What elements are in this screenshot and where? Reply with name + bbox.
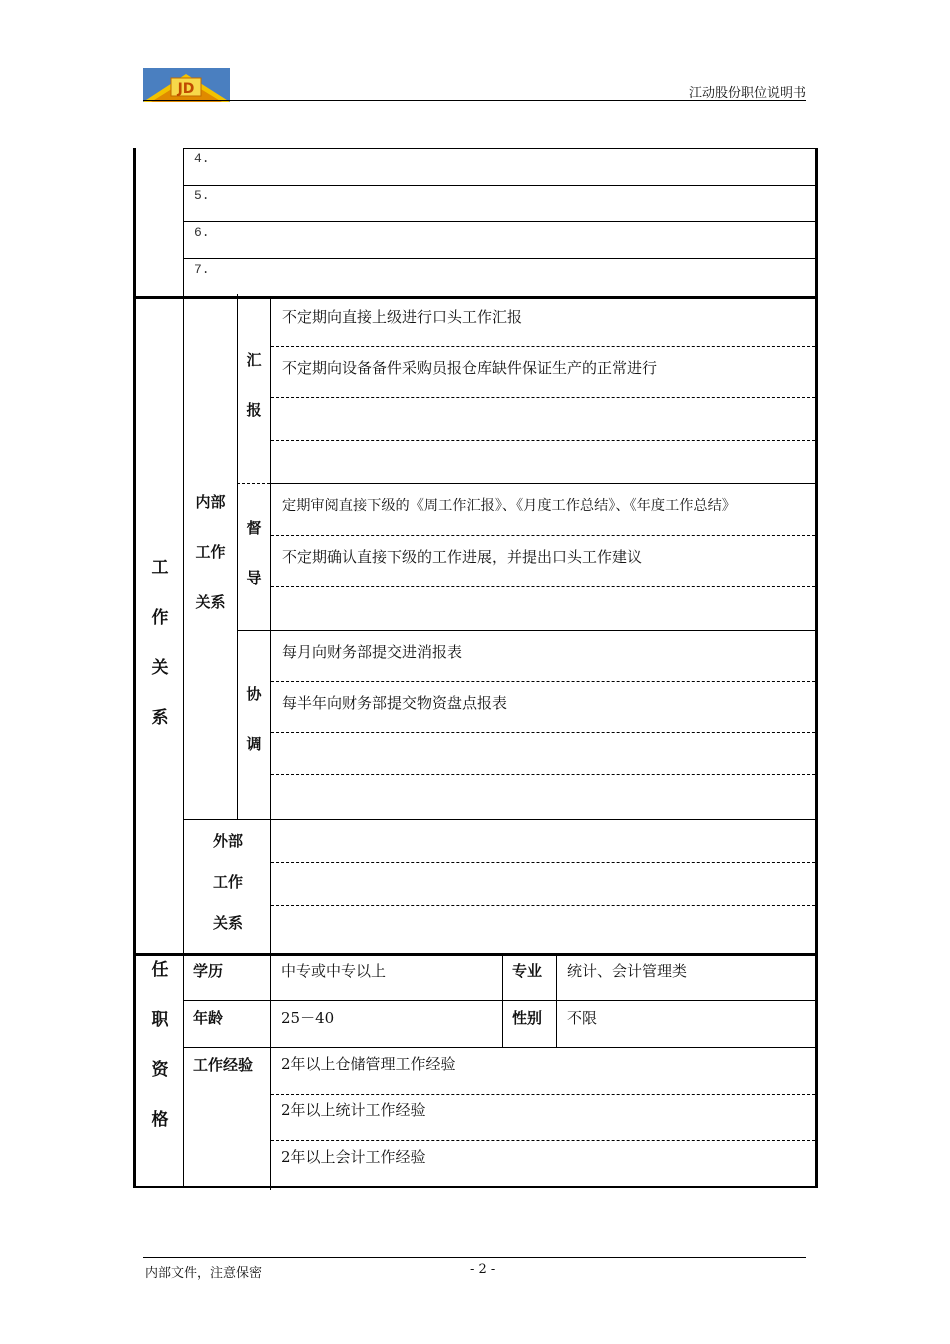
svg-text:JD: JD [177,81,195,97]
coordinate-label-1: 协 [246,685,262,703]
duty-row-4: 4. [194,151,210,166]
gender-label: 性别 [512,1009,543,1027]
supervise-item-1: 定期审阅直接下级的《周工作汇报》、《月度工作总结》、《年度工作总结》 [282,498,736,514]
gender-value: 不限 [567,1009,598,1027]
experience-item-1: 2年以上仓储管理工作经验 [281,1055,456,1073]
coordinate-label-2: 调 [246,735,262,753]
coordinate-item-1: 每月向财务部提交进消报表 [282,643,463,661]
work-relations-label-2: 作 [151,608,169,628]
education-value: 中专或中专以上 [281,962,387,980]
job-description-table [133,148,818,1188]
company-logo [143,68,230,102]
coordinate-item-2: 每半年向财务部提交物资盘点报表 [282,694,508,712]
work-relations-label-1: 工 [151,558,169,578]
experience-item-2: 2年以上统计工作经验 [281,1101,426,1119]
qualifications-label-1: 任 [151,960,169,980]
duty-row-7: 7. [194,262,210,277]
report-label-2: 报 [246,401,262,419]
supervise-label-1: 督 [246,519,262,537]
report-item-2: 不定期向设备备件采购员报仓库缺件保证生产的正常进行 [282,359,658,377]
external-relations-label-1: 外部 [212,832,243,850]
major-label: 专业 [512,962,543,980]
report-label-1: 汇 [246,351,262,369]
footer-divider [143,1257,806,1258]
education-label: 学历 [193,962,224,980]
confidential-notice: 内部文件，注意保密 [145,1266,263,1281]
age-label: 年龄 [193,1009,224,1027]
internal-relations-label-3: 关系 [195,593,226,611]
supervise-label-2: 导 [246,569,262,587]
report-item-1: 不定期向直接上级进行口头工作汇报 [282,308,523,326]
header-divider [143,100,806,101]
major-value: 统计、会计管理类 [567,962,688,980]
internal-relations-label-1: 内部 [195,493,226,511]
external-relations-label-2: 工作 [212,873,243,891]
page-number: - 2 - [470,1262,496,1277]
document-title: 江动股份职位说明书 [688,86,806,101]
experience-label: 工作经验 [193,1056,254,1074]
qualifications-label-3: 资 [151,1060,169,1080]
experience-item-3: 2年以上会计工作经验 [281,1148,426,1166]
duty-row-5: 5. [194,188,210,203]
external-relations-label-3: 关系 [212,914,243,932]
qualifications-label-4: 格 [151,1110,169,1130]
supervise-item-2: 不定期确认直接下级的工作进展，并提出口头工作建议 [282,548,643,566]
qualifications-label-2: 职 [151,1010,169,1030]
duty-row-6: 6. [194,225,210,240]
work-relations-label-4: 系 [151,708,169,728]
internal-relations-label-2: 工作 [195,543,226,561]
age-value: 25－40 [281,1009,335,1027]
work-relations-label-3: 关 [151,658,169,678]
